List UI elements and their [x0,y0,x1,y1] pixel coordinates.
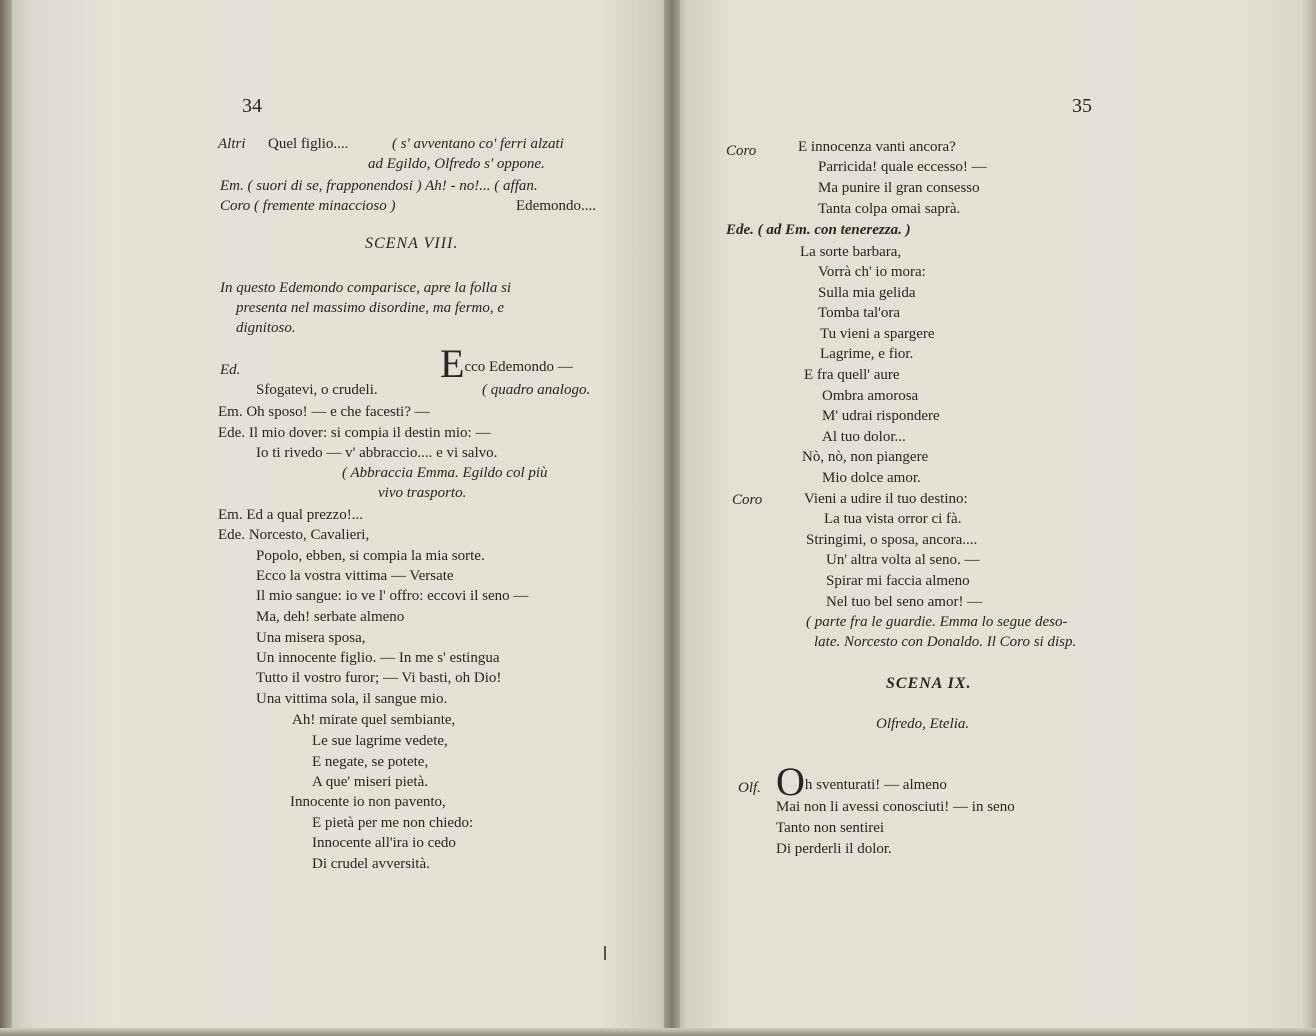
text-line: Ecco la vostra vittima — Versate [256,568,454,584]
text-line: M' udrai rispondere [822,408,940,424]
text-line: Stringimi, o sposa, ancora.... [806,532,978,548]
drop-cap: E [440,341,465,386]
text-line: Innocente all'ira io cedo [312,835,456,851]
text-line: E innocenza vanti ancora? [798,139,956,155]
text-line: Una misera sposa, [256,630,366,646]
text-line: Ma, deh! serbate almeno [256,609,405,625]
drop-cap-line [440,341,573,386]
text-line: Tu vieni a spargere [820,326,935,342]
text-line: In questo Edemondo comparisce, apre la folla si [220,280,512,296]
text-line: Ede. Norcesto, Cavalieri, [218,527,370,543]
text-line: Le sue lagrime vedete, [312,733,448,749]
text-line: Coro [726,143,757,159]
text-line: La tua vista orror ci fà. [824,511,962,527]
drop-cap-rest: h sventurati! — almeno [804,777,947,793]
text-line: Tutto il vostro furor; — Vi basti, oh Dio! [256,670,502,686]
text-line: Altri [218,136,246,152]
text-line: Ed. [220,362,241,378]
text-line: Mio dolce amor. [822,470,921,486]
text-line: Ma punire il gran consesso [818,180,980,196]
text-line: Una vittima sola, il sangue mio. [256,691,448,707]
text-line: Ah! mirate quel sembiante, [292,712,456,728]
drop-cap-line [776,759,947,804]
text-line: vivo trasporto. [378,485,467,501]
text-line: dignitoso. [236,320,296,336]
text-line: Innocente io non pavento, [290,794,446,810]
scene-heading: SCENA VIII. [365,235,459,252]
text-line: ( quadro analogo. [482,382,591,398]
text-line: E pietà per me non chiedo: [312,815,474,831]
text-line: presenta nel massimo disordine, ma fermo, e [236,300,505,316]
text-line: Io ti rivedo — v' abbraccio.... e vi salvo. [256,445,498,461]
text-line: Nel tuo bel seno amor! — [826,594,983,610]
text-line: Ede. ( ad Em. con tenerezza. ) [726,222,911,238]
drop-cap-rest: cco Edemondo — [464,359,573,375]
text-line: Quel figlio.... [268,136,349,152]
text-line: Parricida! quale eccesso! — [818,159,987,175]
text-line: E fra quell' aure [804,367,900,383]
text-line: Vorrà ch' io mora: [818,264,926,280]
page-number: 34 [242,95,262,117]
page-edge [0,0,12,1036]
text-line: Tanta colpa omai saprà. [818,201,961,217]
text-line: Sfogatevi, o crudeli. [256,382,378,398]
text-line: ( s' avventano co' ferri alzati [392,136,564,152]
text-line: Di crudel avversità. [312,856,430,872]
text-line: La sorte barbara, [800,244,902,260]
text-line: Edemondo.... [516,198,596,214]
text-line: E negate, se potete, [312,754,429,770]
text-line: Spirar mi faccia almeno [826,573,970,589]
ink-mark [604,946,606,960]
text-line: Em. Oh sposo! — e che facesti? — [218,404,430,420]
drop-cap: O [776,759,805,804]
text-line: Tomba tal'ora [818,305,901,321]
text-line: late. Norcesto con Donaldo. Il Coro si disp. [814,634,1077,650]
page-bottom-edge [0,1028,1316,1036]
text-line: ( parte fra le guardie. Emma lo segue deso- [806,614,1068,630]
text-line: Nò, nò, non piangere [802,449,929,465]
text-line: Popolo, ebben, si compia la mia sorte. [256,548,485,564]
text-line: Coro ( fremente minaccioso ) [220,198,396,214]
text-line: Em. ( suori di se, frapponendosi ) Ah! - no!... ( affan. [220,178,538,194]
right-page [672,0,1316,1036]
text-line: Un' altra volta al seno. — [826,552,980,568]
text-line: ad Egildo, Olfredo s' oppone. [368,156,545,172]
book-gutter [664,0,680,1036]
text-line: Olf. [738,780,761,796]
text-line: Ombra amorosa [822,388,919,404]
text-line: Al tuo dolor... [822,429,906,445]
text-line: Olfredo, Etelia. [876,716,970,732]
scene-heading: SCENA IX. [886,675,972,692]
text-line: Vieni a udire il tuo destino: [804,491,968,507]
text-line: ( Abbraccia Emma. Egildo col più [342,465,548,481]
page-number: 35 [1072,95,1092,117]
text-line: Di perderli il dolor. [776,841,892,857]
text-line: Mai non li avessi conosciuti! — in seno [776,799,1015,815]
text-line: Em. Ed a qual prezzo!... [218,507,363,523]
text-line: A que' miseri pietà. [312,774,429,790]
text-line: Tanto non sentirei [776,820,885,836]
text-line: Lagrime, e fior. [820,346,914,362]
text-line: Ede. Il mio dover: si compia il destin mio: — [218,425,491,441]
text-line: Coro [732,492,763,508]
text-line: Un innocente figlio. — In me s' estingua [256,650,500,666]
text-line: Il mio sangue: io ve l' offro: eccovi il seno — [256,588,529,604]
text-line: Sulla mia gelida [818,285,916,301]
